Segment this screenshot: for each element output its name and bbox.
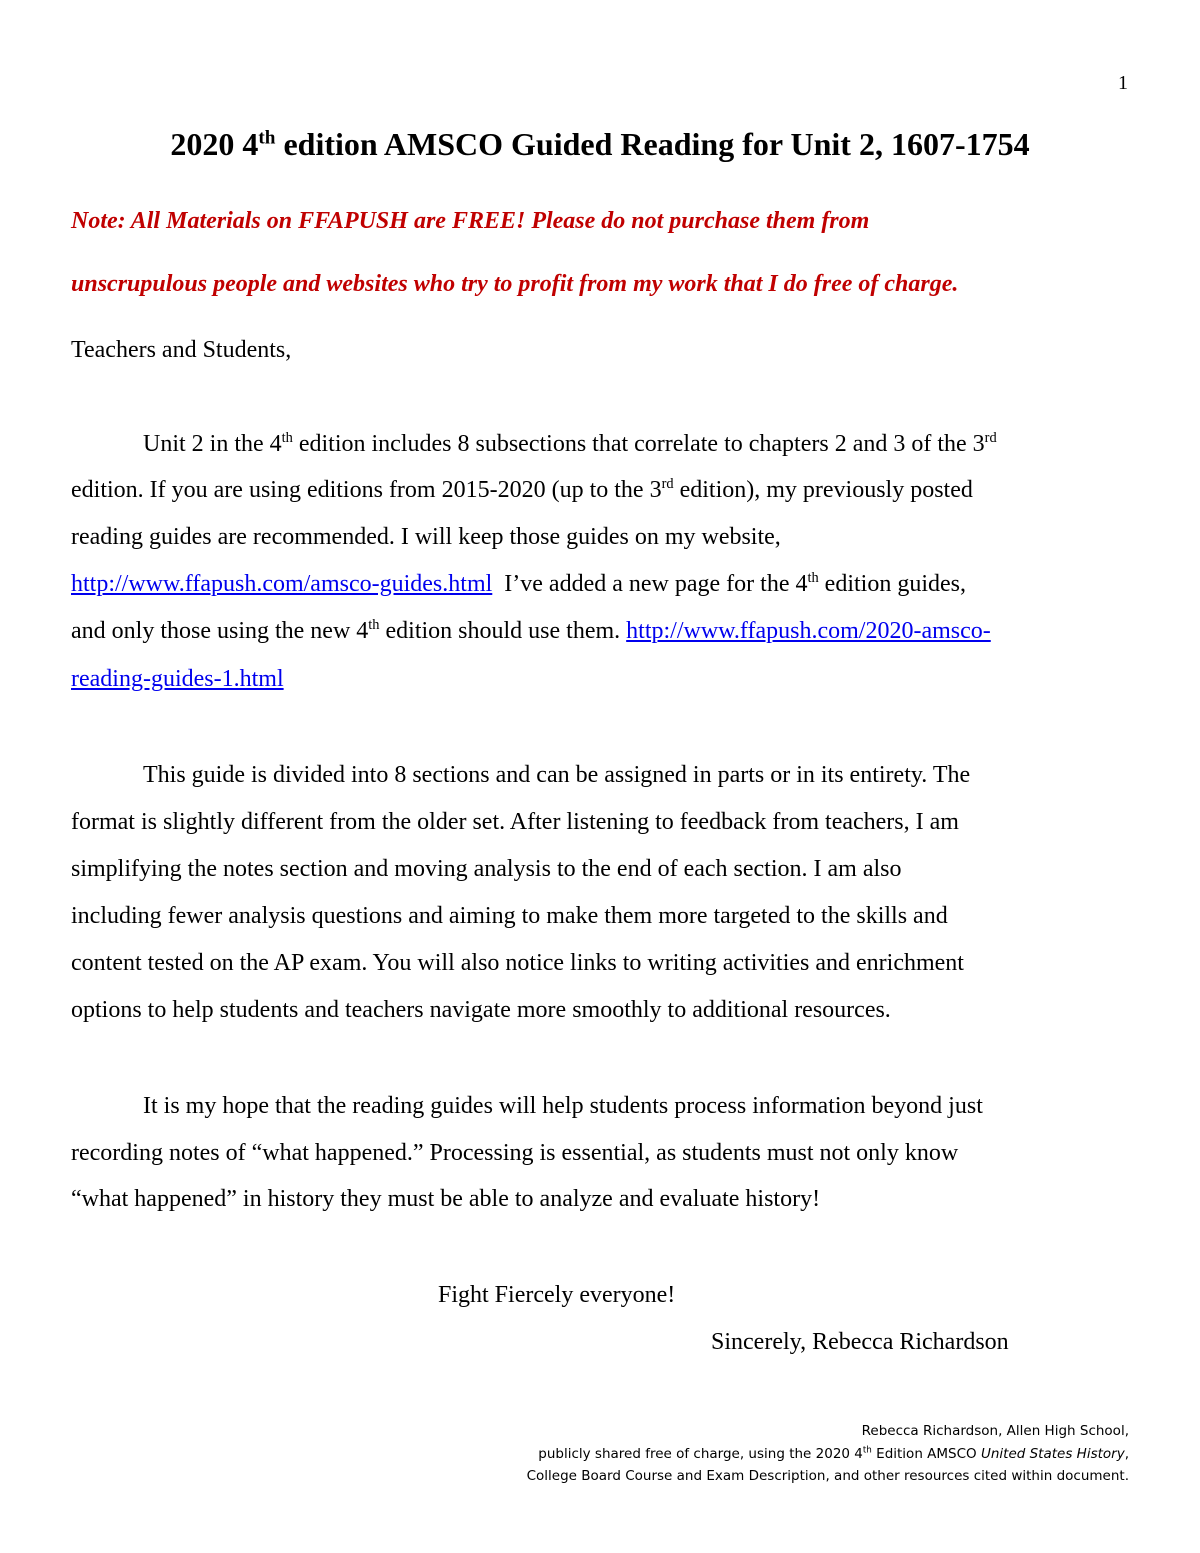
- para2-line: format is slightly different from the older set. After listening to feedback from teachers, I am: [71, 809, 959, 835]
- superscript: th: [862, 1445, 872, 1456]
- footer-book-title: United States History: [980, 1446, 1125, 1462]
- para1-line-6: [71, 666, 284, 693]
- para1-text: Unit 2 in the 4: [143, 431, 282, 457]
- para1-text: edition), my previously posted: [673, 477, 973, 503]
- title-superscript: th: [258, 127, 276, 149]
- para1-line-3: reading guides are recommended. I will keep those guides on my website,: [71, 524, 781, 550]
- footer-text: Edition AMSCO: [871, 1446, 981, 1462]
- para2-line: simplifying the notes section and moving analysis to the end of each section. I am also: [71, 856, 902, 882]
- free-materials-note-line-1: Note: All Materials on FFAPUSH are FREE! Please do not purchase them from: [71, 208, 870, 234]
- para1-line-2: [71, 477, 973, 504]
- para1-line-1: [143, 431, 997, 458]
- superscript: th: [807, 570, 819, 586]
- title-text: 2020 4: [170, 126, 259, 162]
- para1-text: I’ve added a new page for the 4: [492, 571, 808, 597]
- para3-line: “what happened” in history they must be able to analyze and evaluate history!: [71, 1186, 821, 1212]
- page-number: 1: [1118, 72, 1128, 94]
- footer-line-3: College Board Course and Exam Description, and other resources cited within document.: [526, 1468, 1129, 1484]
- para1-text: and only those using the new 4: [71, 618, 369, 644]
- superscript: th: [368, 617, 380, 633]
- 2020-amsco-guides-link[interactable]: http://www.ffapush.com/2020-amsco-: [626, 618, 991, 644]
- amsco-guides-link[interactable]: http://www.ffapush.com/amsco-guides.html: [71, 571, 493, 597]
- footer-line-1: Rebecca Richardson, Allen High School,: [861, 1423, 1129, 1439]
- para2-line: options to help students and teachers navigate more smoothly to additional resources.: [71, 997, 891, 1023]
- free-materials-note-line-2: unscrupulous people and websites who try to profit from my work that I do free of charge.: [71, 271, 959, 297]
- para1-line-5: [71, 618, 991, 645]
- 2020-amsco-guides-link-continued[interactable]: reading-guides-1.html: [71, 666, 284, 692]
- para2-line: content tested on the AP exam. You will also notice links to writing activities and enrichment: [71, 950, 964, 976]
- para3-line: It is my hope that the reading guides will help students process information beyond just: [143, 1093, 983, 1119]
- para1-text: edition. If you are using editions from 2015-2020 (up to the 3: [71, 477, 662, 503]
- superscript: th: [281, 430, 293, 446]
- footer-text: publicly shared free of charge, using the 2020 4: [538, 1446, 863, 1462]
- superscript: rd: [661, 476, 674, 492]
- para3-line: recording notes of “what happened.” Processing is essential, as students must not only know: [71, 1140, 959, 1166]
- signature: Sincerely, Rebecca Richardson: [711, 1329, 1009, 1355]
- footer-text: ,: [1124, 1446, 1129, 1462]
- para1-text: edition includes 8 subsections that correlate to chapters 2 and 3 of the 3: [292, 431, 985, 457]
- title-text-rest: edition AMSCO Guided Reading for Unit 2, 1607-1754: [275, 126, 1030, 162]
- para1-line-4: [71, 571, 966, 598]
- para2-line: This guide is divided into 8 sections and can be assigned in parts or in its entirety. The: [143, 762, 971, 788]
- salutation: Teachers and Students,: [71, 337, 292, 363]
- closing: Fight Fiercely everyone!: [438, 1282, 676, 1308]
- superscript: rd: [984, 430, 997, 446]
- document-title: [0, 126, 1200, 163]
- para2-line: including fewer analysis questions and aiming to make them more targeted to the skills and: [71, 903, 948, 929]
- para1-text: edition guides,: [818, 571, 966, 597]
- footer-line-2: [538, 1446, 1129, 1462]
- para1-text: edition should use them.: [379, 618, 627, 644]
